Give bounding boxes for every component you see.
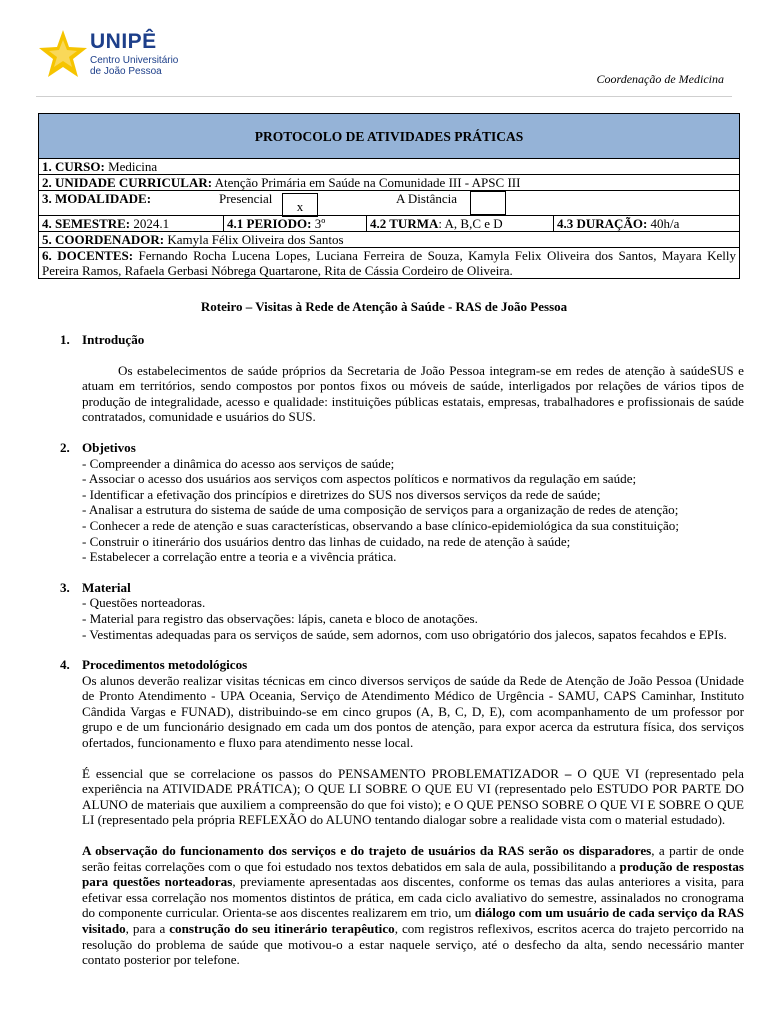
text-run: , previamente apresentadas aos discentes, conforme os temas das aulas anteriores a visita, para efetivar essa correlação nos momentos distintos de prática, em cada ciclo avaliativo do semestre, assinalados no cronograma do componente curricular. Orienta-se aos discentes realizarem em trio, um: [82, 874, 744, 921]
list-item: - Material para registro das observações: lápis, caneta e bloco de anotações.: [82, 610, 478, 626]
coordination-label: Coordenação de Medicina: [596, 72, 724, 86]
header-divider: [36, 96, 732, 97]
text-run: , a partir de onde serão feitas correlações com o que foi estudado nos textos debatidos em sala de aula, possibilitando a: [82, 843, 744, 874]
docentes-value: Fernando Rocha Lucena Lopes, Luciana Ferreira de Souza, Kamyla Felix Oliveira dos Santos, Mayara Kelly Pereira Ramos, Rafaela Gerbasi Nóbrega Quartarone, Rita de Cássia Cordeiro de Oliveira.: [42, 248, 736, 278]
material-list: [60, 595, 744, 642]
protocol-title: PROTOCOLO DE ATIVIDADES PRÁTICAS: [39, 114, 740, 159]
section-heading: [60, 440, 744, 456]
text-run-bold: –: [564, 765, 572, 781]
modalidade-label: 3. MODALIDADE:: [42, 191, 152, 206]
section-title: Introdução: [82, 332, 145, 347]
list-item: - Analisar a estrutura do sistema de saúde de uma composição de serviços para a organização de redes de atenção;: [82, 502, 679, 518]
presencial-label: Presencial: [219, 191, 273, 206]
list-item: - Estabelecer a correlação entre a teoria e a vivência prática.: [82, 549, 397, 565]
section-heading: [60, 332, 744, 348]
section-number: 1.: [60, 332, 70, 347]
text-run: , para a: [125, 921, 170, 936]
duracao-cell: [554, 216, 740, 232]
unidade-row: [39, 175, 740, 191]
modalidade-row: [39, 191, 740, 216]
duracao-label: 4.3 DURAÇÃO:: [557, 216, 648, 231]
periodo-value: 3º: [314, 216, 326, 231]
logo-brand-text: UNIPÊ: [90, 30, 157, 53]
list-item: - Identificar a efetivação dos princípios e diretrizes do SUS nos diversos serviços da rede de saúde;: [82, 486, 601, 502]
procedimentos-paragraph: Os alunos deverão realizar visitas técnicas em cinco diversos serviços de saúde da Rede de Atenção de João Pessoa (Unidade de Pronto Atendimento - UPA Oceania, Serviço de Atendimento Médico de Urgência - SAMU, CAPS Caminhar, Instituto Cândida Vargas e FUNAD), distribuindo-se em cinco grupos (A, B, C, D, E), com acompanhamento de um professor por grupo e de um funcionário designado em cada um dos pontos de atenção, para expor acerca da estrutura física, dos serviços ofertados, funcionamento e fluxo para atendimento nesse local.: [82, 672, 744, 751]
text-run: , com registros reflexivos, escritos acerca do trajeto percorrido na resolução do problema de saúde que motivou-o a estar naquele serviço, até o desfecho da alta, sendo necessário manter contato posterior por telefone.: [82, 921, 744, 968]
section-heading: [60, 580, 744, 596]
section-heading: [60, 657, 744, 673]
unidade-label: 2. UNIDADE CURRICULAR:: [42, 175, 213, 190]
text-run-bold: produção de respostas para questões norteadoras: [82, 858, 744, 890]
section-title: Procedimentos metodológicos: [82, 657, 248, 673]
periodo-label: 4.1 PERIODO:: [227, 216, 312, 231]
unipe-logo: [38, 28, 188, 82]
section-number: 3.: [60, 579, 70, 595]
roteiro-title: Roteiro – Visitas à Rede de Atenção à Saúde - RAS de João Pessoa: [200, 299, 568, 314]
turma-value: : A, B,C e D: [438, 216, 503, 231]
protocol-table: [38, 113, 740, 279]
coordenador-value: Kamyla Félix Oliveira dos Santos: [167, 232, 344, 247]
section-title: Material: [82, 579, 131, 595]
docentes-label: 6. DOCENTES:: [42, 248, 134, 263]
semestre-cell: [39, 216, 224, 232]
intro-paragraph: Os estabelecimentos de saúde próprios da Secretaria de João Pessoa integram-se em redes de atenção à saúdeSUS e atuam em territórios, sendo compostos por pontos fixos ou móveis de saúde, interligados por relações de vários tipos de produção de integralidade, acesso e qualidade: instituições públicas estatais, empresas, trabalhadores e profissionais de saúde contratados, comunidade e usuários do SUS.: [82, 362, 744, 425]
curso-label: 1. CURSO:: [42, 159, 105, 174]
unidade-value: Atenção Primária em Saúde na Comunidade III - APSC III: [214, 175, 521, 190]
docentes-row: [39, 248, 740, 279]
pensamento-paragraph: [60, 766, 744, 828]
presencial-checkbox[interactable]: x: [282, 193, 318, 217]
section-number: 4.: [60, 657, 70, 673]
distancia-label: A Distância: [396, 191, 458, 206]
list-item: - Questões norteadoras.: [82, 595, 206, 611]
list-item: - Associar o acesso dos usuários aos serviços com aspectos políticos e normativos da regulação em saúde;: [82, 471, 637, 487]
text-run-bold: construção do seu itinerário terapêutico: [169, 921, 395, 936]
observacao-paragraph: [60, 843, 744, 968]
list-item: - Conhecer a rede de atenção e suas características, observando a base clínico-epidemiológica da sua constituição;: [82, 517, 679, 533]
periodo-cell: [224, 216, 367, 232]
text-run: O QUE VI (representado pela experiência na ATIVIDADE PRÁTICA); O QUE LI SOBRE O QUE EU VI (representado pelo ESTUDO POR PARTE DO ALUNO de materiais que auxiliem a compreensão do que foi visto); e O QUE PENSO SOBRE O QUE VI E SOBRE O QUE LI (representado pela própria REFLEXÃO do ALUNO tentando dialogar sobre a realidade vista com o material estudado).: [82, 765, 744, 828]
curso-row: [39, 159, 740, 175]
section-number: 2.: [60, 439, 70, 455]
list-item: - Construir o itinerário dos usuários dentro das linhas de cuidado, na rede de atenção à saúde;: [82, 533, 571, 549]
document-body: [60, 332, 744, 968]
curso-value: Medicina: [108, 159, 158, 174]
coordenador-label: 5. COORDENADOR:: [42, 232, 165, 247]
text-run-bold: diálogo com um usuário de cada serviço da RAS visitado: [82, 905, 744, 936]
logo-subtitle: Centro Universitário de João Pessoa: [90, 55, 179, 77]
turma-label: 4.2 TURMA: [370, 216, 439, 231]
list-item: - Vestimentas adequadas para os serviços de saúde, sem adornos, com uso obrigatório dos jalecos, sapatos fecahdos e EPIs.: [82, 626, 727, 642]
section-title: Objetivos: [82, 439, 136, 455]
duracao-value: 40h/a: [650, 216, 680, 231]
turma-cell: [367, 216, 554, 232]
text-run: É essencial que se correlacione os passos do PENSAMENTO PROBLEMATIZADOR: [82, 765, 565, 781]
text-run-bold: A observação do funcionamento dos serviços e do trajeto de usuários da RAS serão os disparadores: [82, 843, 652, 859]
star-logo-icon: [38, 28, 88, 80]
semestre-label: 4. SEMESTRE:: [42, 216, 131, 231]
distancia-checkbox[interactable]: [470, 191, 506, 215]
list-item: - Compreender a dinâmica do acesso aos serviços de saúde;: [82, 455, 395, 471]
semestre-value: 2024.1: [133, 216, 170, 231]
objetivos-list: [60, 456, 744, 565]
coordenador-row: [39, 232, 740, 248]
